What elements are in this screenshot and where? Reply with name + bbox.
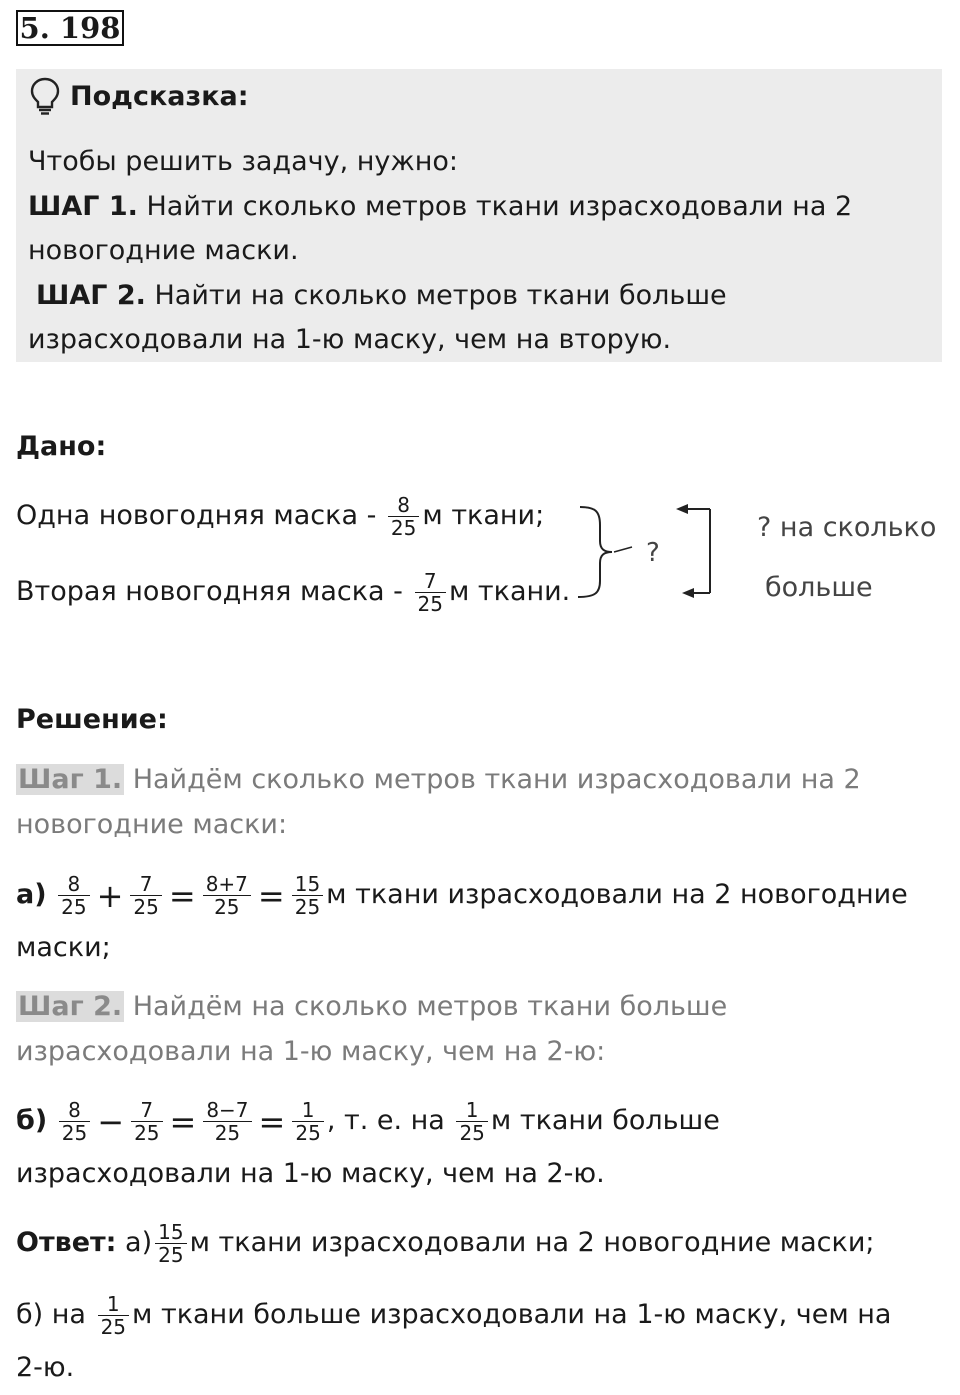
eq-b-mid: , т. е. на [326,1105,454,1136]
solution-step2-text: Найдём на сколько метров ткани больше [124,991,728,1022]
hint-intro: Чтобы решить задачу, нужно: [28,146,458,177]
given-fraction-2: $\frac{7}{25}$ [415,570,446,615]
arrow-left-icon [676,504,688,514]
given-title: Дано: [16,431,107,462]
given-line1-suffix: м ткани; [422,500,545,531]
eq-b-text-cont: израсходовали на 1-ю маску, чем на 2-ю. [16,1158,605,1189]
eq-b-fraction-1: $\frac{8}{25}$ [59,1099,90,1144]
brace-question-mark: ? [646,538,660,568]
solution-step1-label: Шаг 1. [18,764,123,795]
answer-b-text: м ткани больше израсходовали на 1-ю маску, чем на [132,1299,892,1330]
eq-b-equals-1: = [169,1102,197,1141]
eq-a-fraction-1: $\frac{8}{25}$ [58,873,89,918]
answer-label: Ответ: [16,1227,117,1258]
eq-a-text-cont: маски; [16,932,111,963]
hint-step1 [28,190,852,224]
hint-step2-cont: израсходовали на 1-ю маску, чем на вторую. [28,324,672,355]
hint-step1-label: ШАГ 1. [28,191,138,222]
eq-b-minus: − [97,1102,125,1141]
equation-b-label: б) [16,1105,48,1136]
solution-step1 [16,763,861,797]
hint-step1-cont: новогодние маски. [28,235,299,266]
question-how-much: ? на сколько [757,512,937,543]
curly-brace-icon [578,507,612,597]
answer-b [16,1285,891,1345]
eq-b-text: м ткани больше [490,1105,720,1136]
answer-a-fraction: $\frac{15}{25}$ [155,1221,186,1266]
solution-step2-cont: израсходовали на 1-ю маску, чем на 2-ю: [16,1036,606,1067]
eq-a-fraction-4: $\frac{15}{25}$ [292,873,323,918]
given-line1-prefix: Одна новогодняя маска - [16,500,385,531]
hint-step2 [36,279,727,313]
eq-a-equals-2: = [257,876,285,915]
hint-step1-text: Найти сколько метров ткани израсходовали на 2 [137,191,853,222]
eq-b-fraction-4: $\frac{1}{25}$ [292,1099,323,1144]
solution-title: Решение: [16,704,168,735]
eq-a-equals-1: = [168,876,196,915]
answer-a-prefix: а) [116,1227,153,1258]
solution-step2 [16,990,727,1024]
hint-step2-label: ШАГ 2. [36,280,146,311]
lightbulb-icon [28,76,62,116]
equation-b [16,1091,720,1152]
solution-step1-text: Найдём сколько метров ткани израсходовали на 2 [124,764,861,795]
eq-a-fraction-2: $\frac{7}{25}$ [130,873,161,918]
eq-a-text: м ткани израсходовали на 2 новогодние [326,879,908,910]
answer-b-prefix: б) на [16,1299,95,1330]
problem-number: 5. 198 [16,10,124,46]
given-line2-prefix: Вторая новогодняя маска - [16,576,412,607]
arrow-left-icon [682,588,694,598]
answer-b-fraction: $\frac{1}{25}$ [98,1293,129,1338]
eq-b-fraction-5: $\frac{1}{25}$ [456,1099,487,1144]
given-line2 [16,562,570,622]
eq-b-fraction-3: $\frac{8-7}{25}$ [203,1099,251,1144]
equation-a-label: а) [16,879,47,910]
given-fraction-1: $\frac{8}{25}$ [388,494,419,539]
hint-title: Подсказка: [70,81,249,112]
solution-step1-cont: новогодние маски: [16,809,288,840]
solution-step2-label: Шаг 2. [18,991,123,1022]
equation-a [16,865,908,926]
answer-b-cont: 2-ю. [16,1352,75,1383]
eq-a-fraction-3: $\frac{8+7}{25}$ [203,873,251,918]
hint-step2-text: Найти на сколько метров ткани больше [145,280,727,311]
given-line1 [16,486,544,546]
question-more: больше [765,572,873,603]
answer-a-text: м ткани израсходовали на 2 новогодние маски; [189,1227,875,1258]
eq-b-equals-2: = [258,1102,286,1141]
eq-b-fraction-2: $\frac{7}{25}$ [131,1099,162,1144]
answer-a [16,1213,874,1273]
eq-a-plus: + [96,876,124,915]
given-line2-suffix: м ткани. [448,576,571,607]
